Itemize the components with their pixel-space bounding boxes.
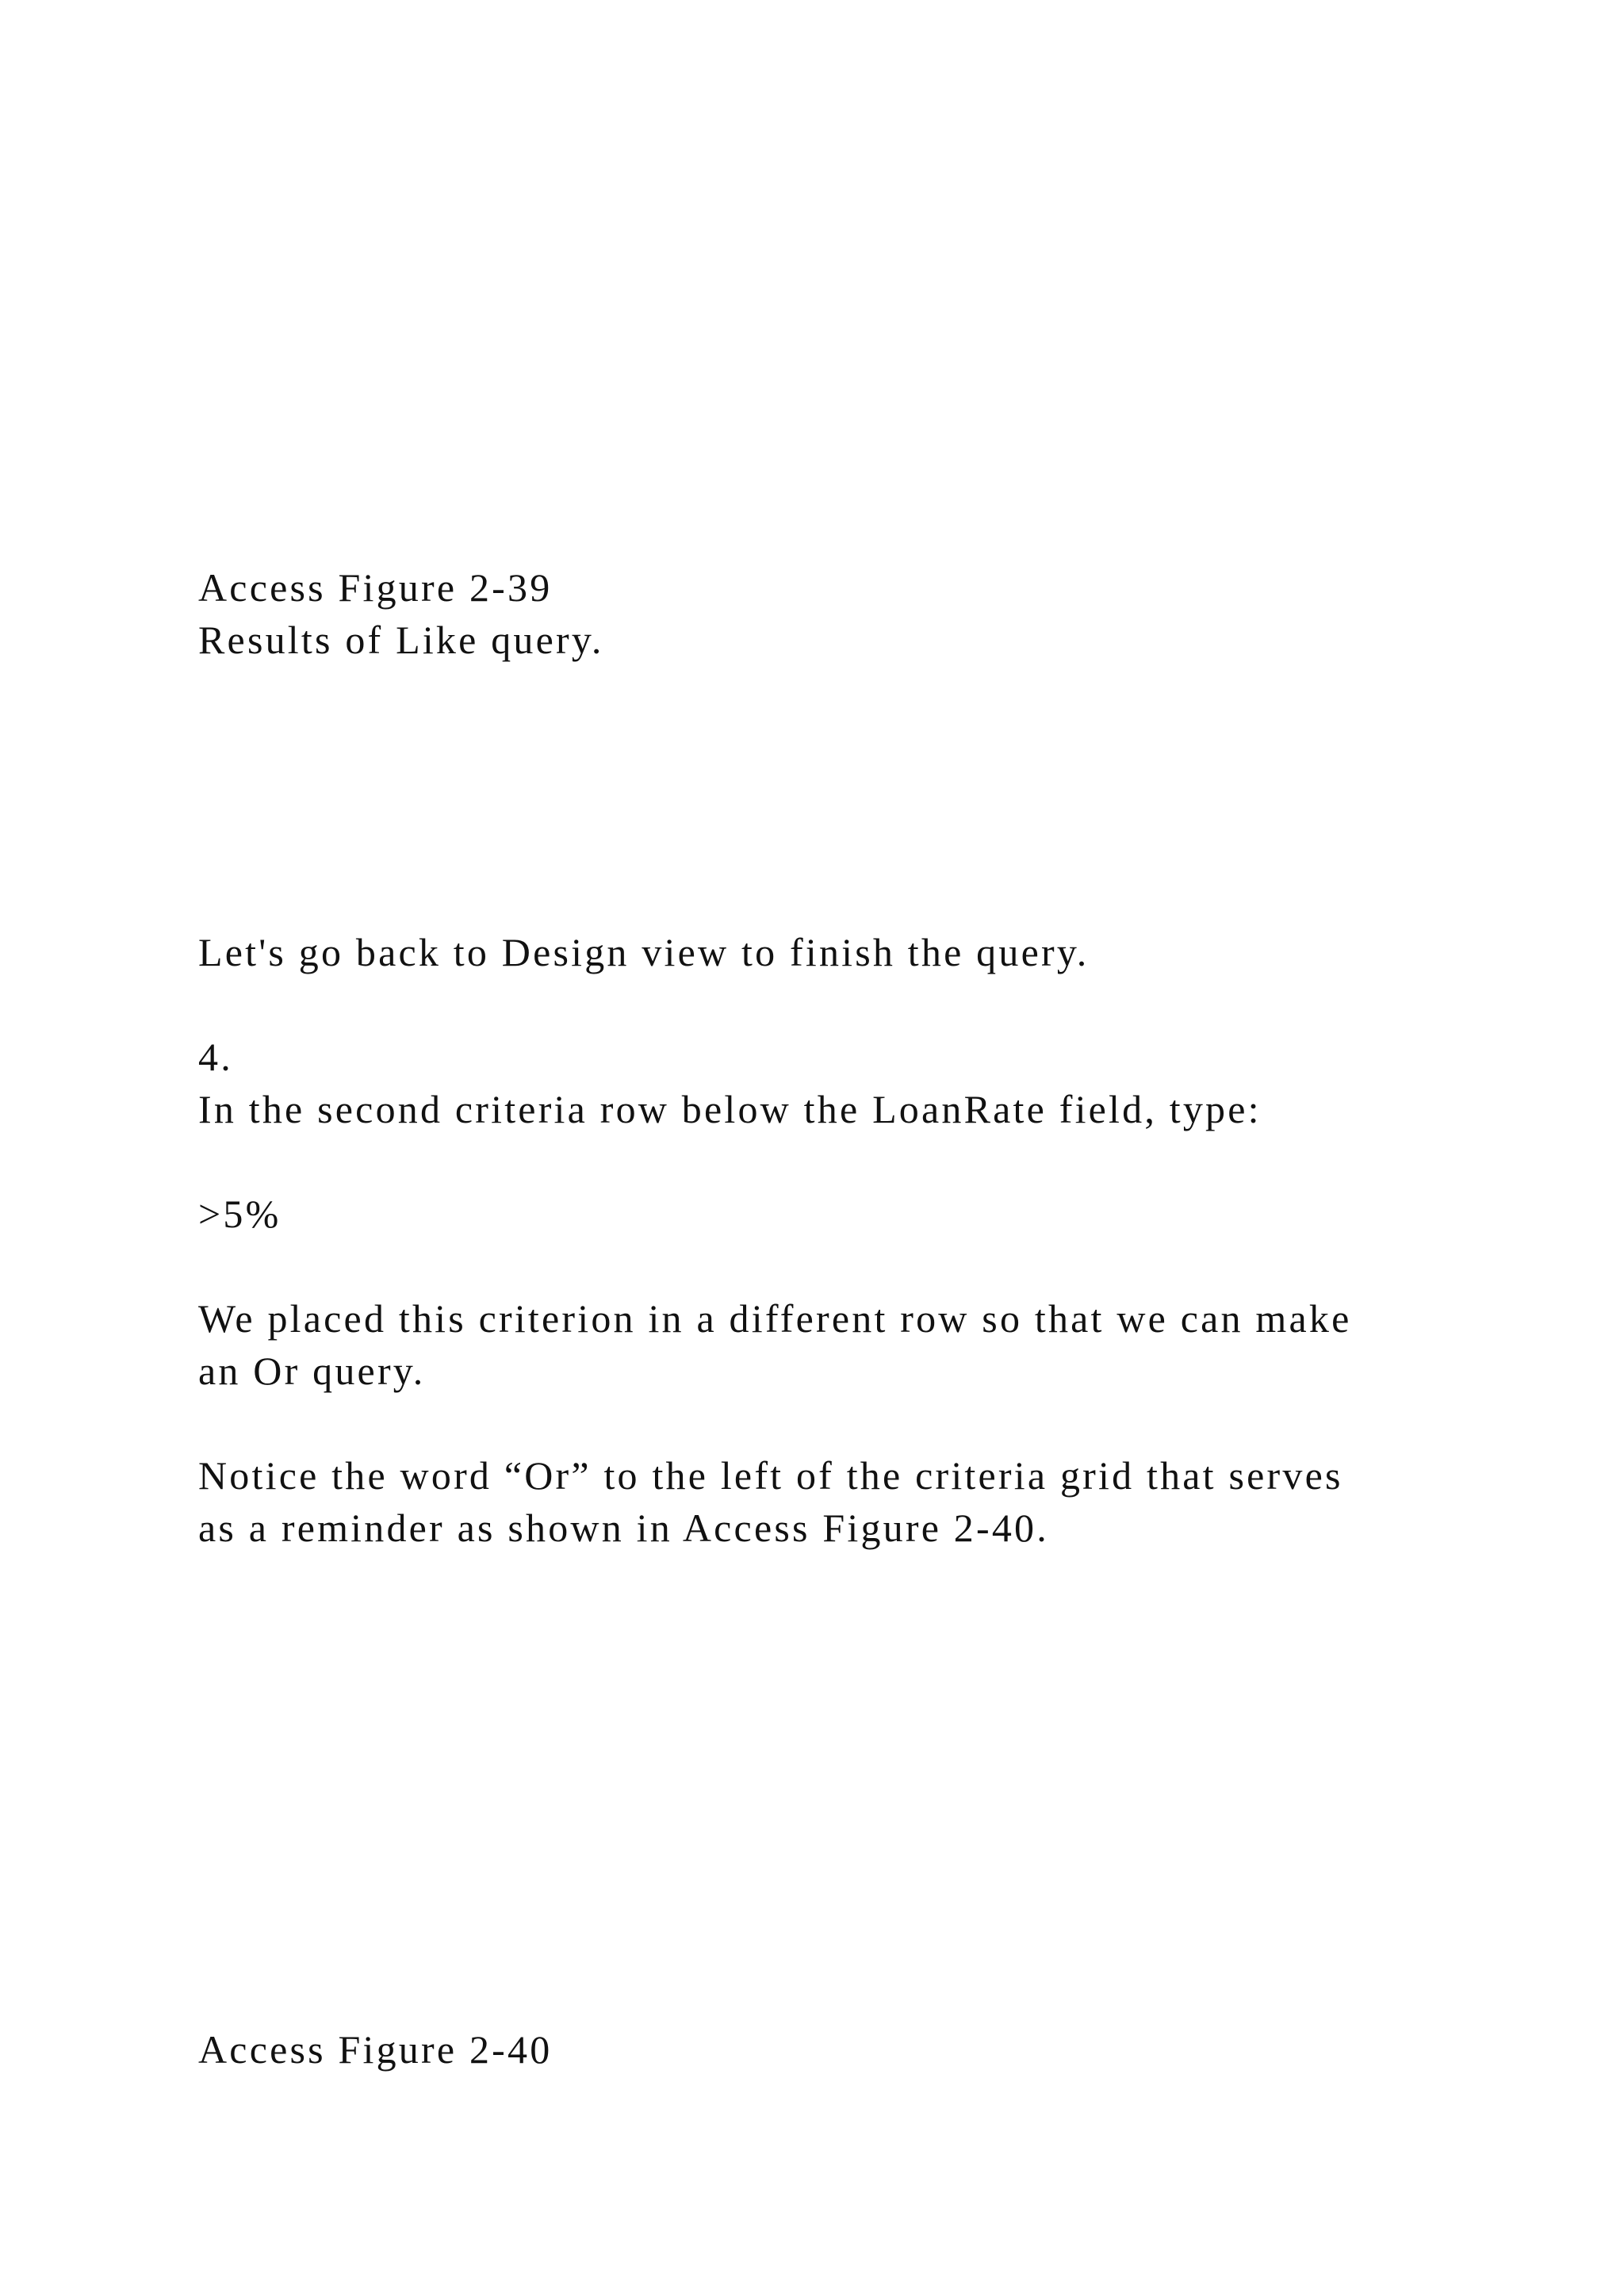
explanation-line-1: We placed this criterion in a different row so that we can make (198, 1296, 1352, 1341)
explanation-line-2: an Or query. (198, 1349, 426, 1393)
figure-2-39-caption: Results of Like query. (198, 618, 604, 662)
step-number: 4. (198, 1035, 233, 1079)
notice-line-2: as a reminder as shown in Access Figure 2-40. (198, 1506, 1049, 1550)
figure-2-39-label: Access Figure 2-39 (198, 565, 553, 610)
criteria-value: >5% (198, 1192, 282, 1236)
notice-line-1: Notice the word “Or” to the left of the criteria grid that serves (198, 1453, 1343, 1498)
intro-paragraph: Let's go back to Design view to finish the query. (198, 930, 1090, 974)
step-instruction: In the second criteria row below the LoanRate field, type: (198, 1087, 1262, 1131)
figure-2-40-label: Access Figure 2-40 (198, 2027, 553, 2072)
